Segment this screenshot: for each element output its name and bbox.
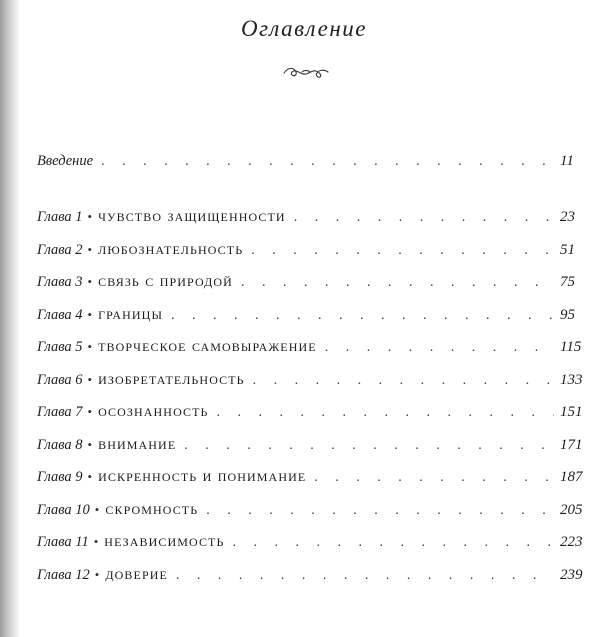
dot-leader (171, 308, 554, 324)
dot-leader (253, 373, 554, 389)
bullet-separator-icon: • (87, 436, 93, 452)
chapter-label: Глава 11 (37, 534, 89, 550)
chapter-label: Глава 7 (37, 404, 83, 420)
bullet-separator-icon: • (87, 469, 93, 484)
dot-leader (217, 405, 554, 421)
chapter-title: любознательность (98, 238, 244, 258)
toc-row-chapter[interactable] (37, 531, 583, 555)
chapter-label: Глава 9 (37, 469, 83, 485)
chapter-label: Глава 8 (37, 436, 83, 453)
chapter-title: независимость (104, 531, 225, 550)
chapter-title: доверие (105, 563, 168, 583)
chapter-page-number: 223 (560, 534, 583, 550)
bullet-separator-icon: • (93, 534, 99, 549)
chapter-label: Глава 2 (37, 241, 83, 258)
dot-leader (251, 243, 554, 259)
bullet-separator-icon: • (87, 371, 93, 387)
chapter-title: осознанность (98, 401, 209, 420)
chapter-title: связь с природой (98, 271, 233, 290)
toc-row-chapter[interactable] (37, 271, 575, 295)
chapter-page-number: 171 (560, 436, 583, 453)
bullet-separator-icon: • (87, 339, 93, 354)
intro-label: Введение (37, 153, 94, 169)
bullet-separator-icon: • (87, 241, 93, 257)
toc-row-chapter[interactable] (37, 238, 575, 263)
dot-leader (314, 470, 554, 486)
dot-leader (232, 535, 554, 551)
chapter-page-number: 51 (560, 241, 575, 258)
chapter-page-number: 115 (560, 339, 582, 355)
chapter-title: творческое самовыражение (98, 336, 317, 355)
chapter-title: скромность (105, 498, 199, 518)
toc-row-chapter[interactable] (37, 466, 583, 490)
chapter-page-number: 133 (560, 371, 583, 388)
bullet-separator-icon: • (94, 566, 100, 582)
toc-row-chapter[interactable] (37, 563, 583, 588)
toc-row-intro[interactable] (37, 153, 574, 177)
chapter-title: изобретательность (98, 368, 245, 388)
toc-row-chapter[interactable] (37, 303, 575, 328)
dot-leader (206, 503, 554, 519)
dot-leader (294, 210, 554, 226)
dot-leader (184, 438, 554, 454)
chapter-label: Глава 12 (37, 566, 90, 583)
toc-row-chapter[interactable] (37, 336, 582, 360)
chapter-page-number: 239 (560, 566, 583, 583)
toc-row-chapter[interactable] (37, 498, 583, 523)
chapter-page-number: 205 (560, 501, 583, 518)
bullet-separator-icon: • (94, 501, 100, 517)
toc-row-chapter[interactable] (37, 433, 583, 458)
dot-leader (241, 275, 554, 291)
dot-leader (325, 340, 554, 356)
dot-leader (101, 154, 554, 170)
chapter-label: Глава 6 (37, 371, 83, 388)
dot-leader (176, 568, 554, 584)
chapter-label: Глава 3 (37, 274, 83, 290)
bullet-separator-icon: • (87, 306, 93, 322)
chapter-page-number: 23 (560, 209, 575, 225)
intro-page-number: 11 (560, 153, 574, 169)
toc-row-chapter[interactable] (37, 401, 583, 425)
bullet-separator-icon: • (87, 274, 93, 289)
chapter-title: границы (98, 303, 164, 323)
chapter-label: Глава 10 (37, 501, 90, 518)
toc-row-chapter[interactable] (37, 206, 575, 230)
bullet-separator-icon: • (87, 404, 93, 419)
chapter-page-number: 75 (560, 274, 575, 290)
chapter-title: внимание (98, 433, 177, 453)
flourish-ornament-icon (282, 64, 330, 80)
page-title: Оглавление (240, 16, 367, 41)
chapter-page-number: 187 (560, 469, 583, 485)
toc-row-chapter[interactable] (37, 368, 583, 393)
bullet-separator-icon: • (87, 209, 93, 224)
chapter-page-number: 95 (560, 306, 575, 323)
chapter-title: искренность и понимание (98, 466, 307, 485)
chapter-label: Глава 5 (37, 339, 83, 355)
chapter-label: Глава 4 (37, 306, 83, 323)
chapter-label: Глава 1 (37, 209, 83, 225)
chapter-title: чувство защищенности (98, 206, 286, 225)
chapter-page-number: 151 (560, 404, 583, 420)
